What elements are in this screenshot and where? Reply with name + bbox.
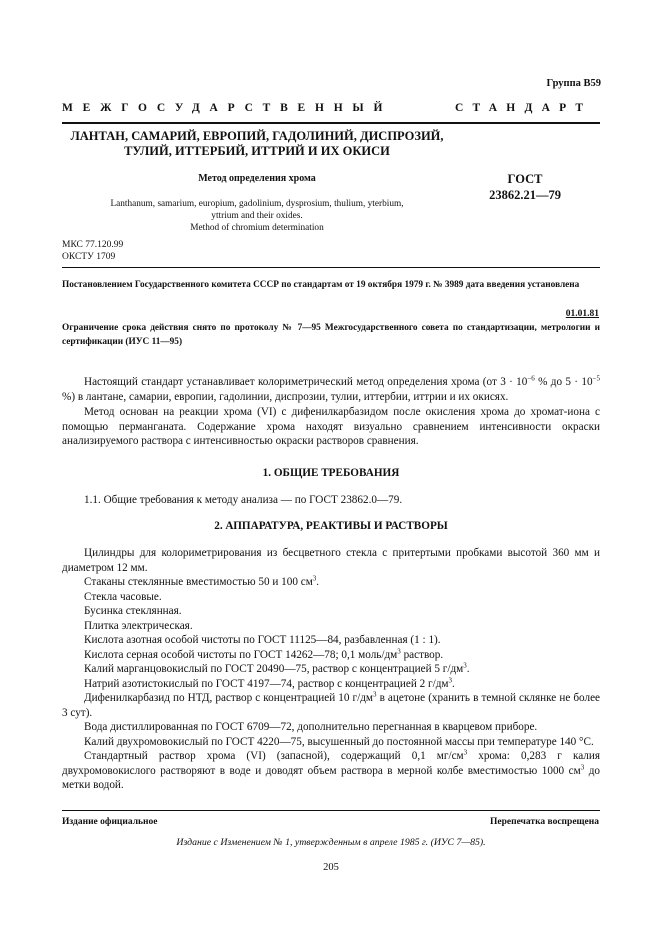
intro-section (62, 375, 600, 449)
item-diphenylcarbazide: Дифенилкарбазид по НТД, раствор с концентрацией 10 $г/дм^3$ в ацетоне (хранить в темной склянке не более 3 сут). (62, 690, 601, 719)
item-cylinders: Цилиндры для колориметрирования из бесцветного стекла с притертыми пробками высотой 360 мм и диаметром 12 мм. (62, 547, 600, 574)
item-potassium-permanganate: Калий марганцовокислый по ГОСТ 20490—75, раствор с концентрацией 5 $г/дм^3$. (84, 661, 470, 675)
gost-label: ГОСТ (507, 172, 543, 186)
item-potassium-dichromate: Калий двухромовокислый по ГОСТ 4220—75, высушенный до постоянной массы при температуре 140 °С. (84, 735, 594, 748)
item-nitric-acid: Кислота азотная особой чистоты по ГОСТ 11125—84, разбавленная (1 : 1). (84, 634, 441, 646)
standard-type-left: МЕЖГОСУДАРСТВЕННЫЙ (62, 102, 393, 114)
item-hotplate: Плитка электрическая. (84, 619, 193, 632)
english-title-line-2: yttrium and their oxides. (211, 211, 303, 221)
okstu-code: ОКСТУ 1709 (62, 252, 116, 262)
section-1-heading: 1. ОБЩИЕ ТРЕБОВАНИЯ (262, 467, 400, 479)
amendment-note: Издание с Изменением № 1, утвержденным в апреле 1985 г. (ИУС 7—85). (176, 837, 486, 848)
mks-code: МКС 77.120.99 (62, 240, 124, 250)
decree-date: 01.01.81 (565, 309, 599, 319)
intro-paragraph-2: Метод основан на реакции хрома (VI) с дифенилкарбазидом после окисления хрома до хромат-иона с помощью перманганата. Содержание хрома находят визуально сравнением интенсивности окраски анализируемого раствора с интенсивностью окраски растворов сравнения. (62, 406, 600, 447)
intro-paragraph-1: Настоящий стандарт устанавливает колориметрический метод определения хрома (от $3 \cdot 10^{-6}$ % до $5 \cdot 10^{-5}$ %) в лантане, самарии, европии, гадолинии, диспрозии, тулии, иттербии, иттрии и их окисях. (62, 374, 600, 403)
section-1-paragraph: 1.1. Общие требования к методу анализа — по ГОСТ 23862.0—79. (84, 494, 403, 506)
group-code: Группа В59 (546, 78, 601, 89)
section-2-list (62, 546, 600, 793)
title-line-2: ТУЛИЙ, ИТТЕРБИЙ, ИТТРИЙ И ИХ ОКИСИ (124, 144, 390, 158)
item-watch-glass: Стекла часовые. (84, 590, 162, 603)
item-stock-solution: Стандартный раствор хрома (VI) (запасной), содержащий 0,1 $мг/см^3$ хрома: 0,283 г калия двухромовокислого растворяют в воде и доводят объем раствора в мерной колбе вместимостью 1000 $см^3$ до метки водой. (62, 748, 600, 791)
method-title: Метод определения хрома (198, 173, 316, 184)
standard-type-right: СТАНДАРТ (455, 102, 593, 114)
item-distilled-water: Вода дистиллированная по ГОСТ 6709—72, дополнительно перегнанная в кварцевом приборе. (84, 721, 538, 733)
footer-rule (62, 810, 600, 811)
codes-rule (62, 267, 600, 268)
limitation-text: Ограничение срока действия снято по протоколу № 7—95 Межгосударственного совета по стандартизации, метрологии и сертификации (ИУС 11—95) (62, 323, 600, 347)
title-line-1: ЛАНТАН, САМАРИЙ, ЕВРОПИЙ, ГАДОЛИНИЙ, ДИСПРОЗИЙ, (70, 129, 444, 143)
official-edition: Издание официальное (62, 817, 158, 827)
item-sodium-nitrite: Натрий азотистокислый по ГОСТ 4197—74, раствор с концентрацией 2 $г/дм^3$. (84, 675, 455, 690)
gost-number: 23862.21—79 (489, 188, 561, 202)
decree-text: Постановлением Государственного комитета СССР по стандартам от 19 октября 1979 г. № 3989 дата введения установлена (62, 280, 580, 290)
page-number: 205 (323, 862, 339, 873)
english-title-line-3: Method of chromium determination (190, 223, 324, 233)
header-rule (62, 122, 600, 124)
english-title-line-1: Lanthanum, samarium, europium, gadolinium, dysprosium, thulium, yterbium, (110, 199, 404, 209)
item-glass-bead: Бусинка стеклянная. (84, 605, 182, 617)
item-sulfuric-acid: Кислота серная особой чистоты по ГОСТ 14262—78; 0,1 моль/$дм^3$ раствор. (84, 646, 444, 661)
section-2-heading: 2. АППАРАТУРА, РЕАКТИВЫ И РАСТВОРЫ (214, 520, 448, 532)
item-beakers: Стаканы стеклянные вместимостью 50 и 100 $см^3$. (84, 574, 320, 588)
reprint-notice: Перепечатка воспрещена (489, 817, 599, 827)
